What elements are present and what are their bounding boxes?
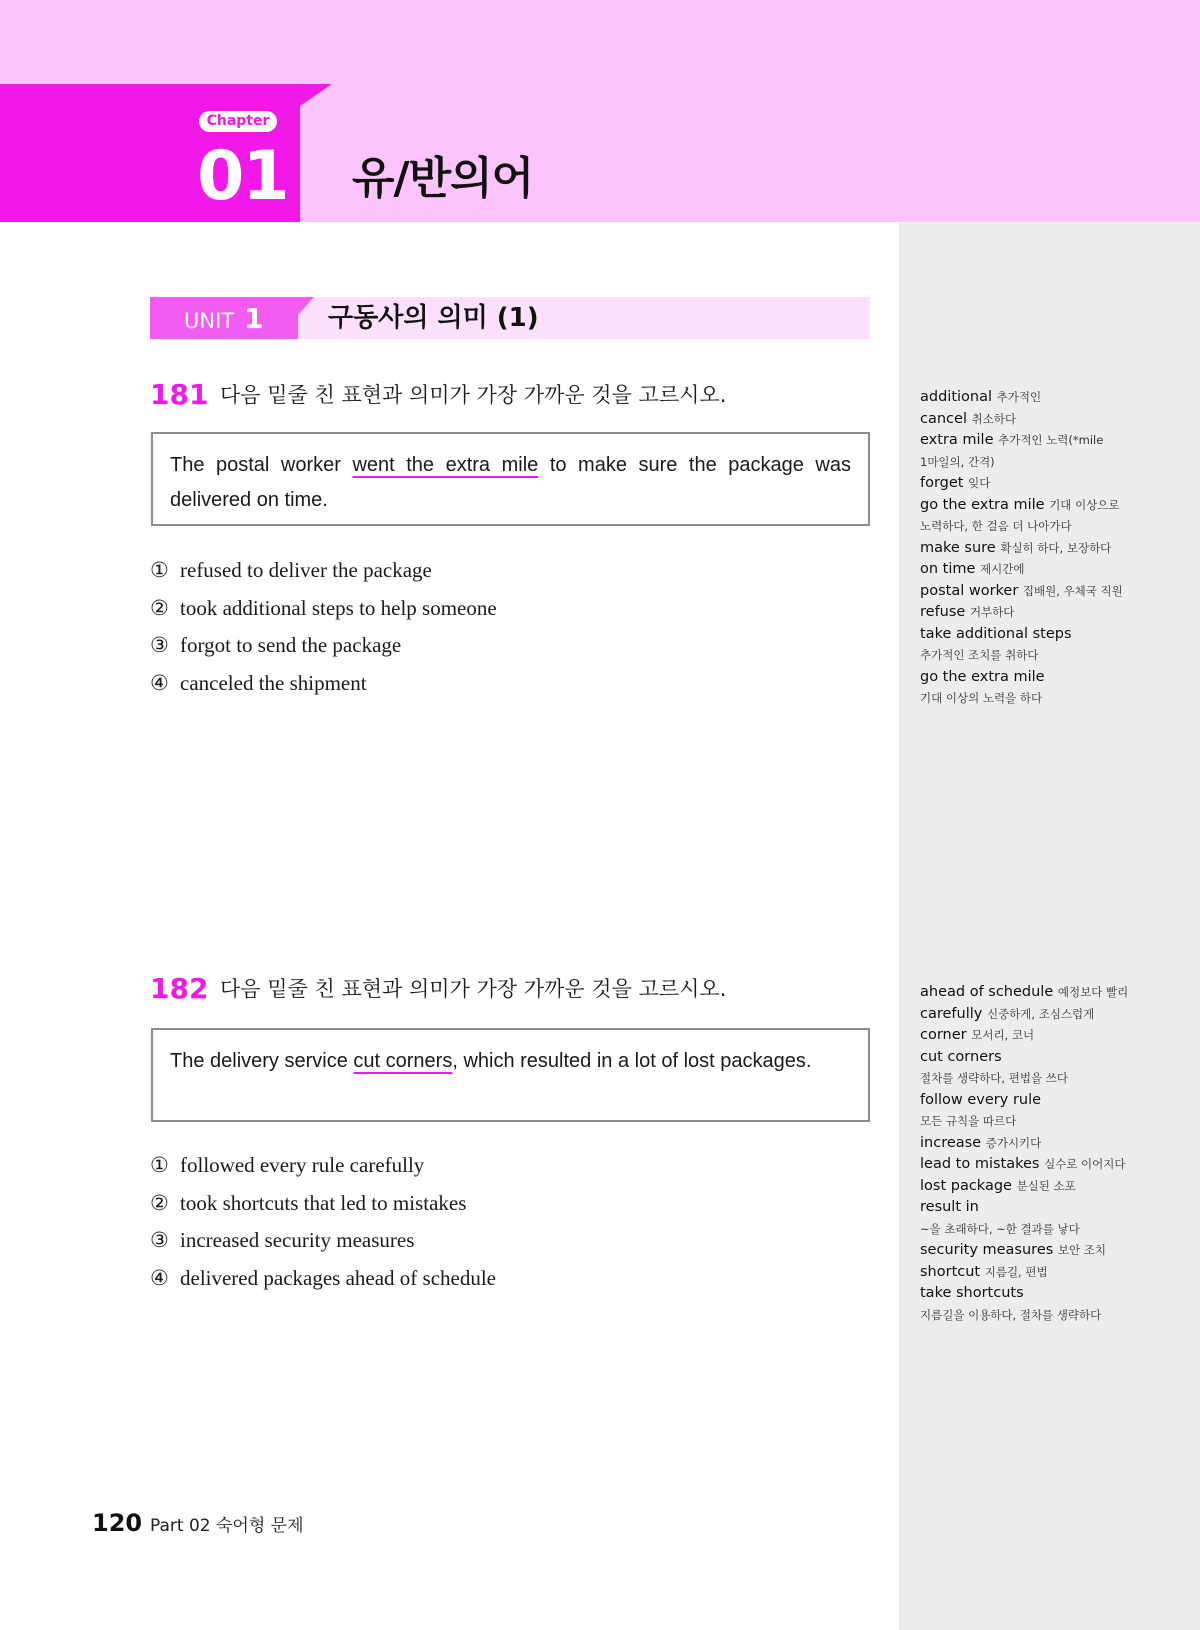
vocab-term: ahead of schedule [920, 984, 1054, 1000]
vocab-meaning: 지름길을 이용하다, 절차를 생략하다 [920, 1307, 1102, 1322]
vocab-meaning: 제시간에 [980, 562, 1025, 576]
unit-label [184, 302, 264, 338]
vocab-entry [920, 409, 1182, 431]
vocab-entry [920, 1047, 1182, 1069]
vocab-meaning-cont [920, 1305, 1182, 1327]
vocab-meaning-cont [920, 1111, 1182, 1133]
vocab-term: postal worker [920, 582, 1019, 599]
question-prompt: 다음 밑줄 친 표현과 의미가 가장 가까운 것을 고르시오. [220, 977, 727, 1001]
vocab-meaning: 기대 이상의 노력을 하다 [920, 691, 1043, 705]
option-number: ③ [150, 1228, 169, 1252]
question-sentence-box [151, 432, 870, 526]
vocab-term: shortcut [920, 1263, 981, 1280]
option-number: ② [150, 595, 169, 620]
question-number: 181 [150, 378, 209, 411]
unit-number: 1 [244, 302, 264, 335]
question-sentence-box [151, 1028, 870, 1122]
option-number: ③ [150, 633, 169, 657]
vocab-meaning: 취소하다 [971, 411, 1017, 426]
vocab-meaning: 추가적인 [996, 390, 1042, 404]
vocab-meaning: 노력하다, 한 걸음 더 나아가다 [920, 519, 1072, 533]
answer-option[interactable] [150, 552, 850, 590]
vocab-meaning-cont [920, 688, 1182, 710]
vocab-entry [920, 1133, 1182, 1155]
vocab-term: lead to mistakes [920, 1156, 1040, 1172]
underlined-expression: cut corners [353, 1050, 453, 1072]
vocab-meaning-cont [920, 516, 1182, 538]
vocab-term: additional [920, 389, 993, 405]
vocab-meaning: 잊다 [968, 476, 991, 490]
sentence-text: , which resulted in a lot of lost packages. [452, 1050, 812, 1072]
option-text: followed every rule carefully [180, 1153, 425, 1177]
vocab-entry [920, 982, 1182, 1004]
vocab-term: cancel [920, 410, 967, 427]
vocab-entry [920, 387, 1182, 409]
question-prompt: 다음 밑줄 친 표현과 의미가 가장 가까운 것을 고르시오. [220, 383, 727, 407]
vocab-meaning-cont [920, 1068, 1182, 1090]
answer-option[interactable] [150, 665, 850, 703]
vocab-entry [920, 1154, 1182, 1176]
answer-options [150, 552, 850, 702]
vocab-term: make sure [920, 539, 996, 556]
option-number: ② [150, 1190, 169, 1215]
option-text: delivered packages ahead of schedule [180, 1265, 497, 1290]
answer-options [150, 1147, 850, 1297]
vocab-term: go the extra mile [920, 668, 1045, 685]
answer-option[interactable] [150, 1222, 850, 1260]
vocab-meaning: 보안 조치 [1057, 1243, 1106, 1257]
unit-label-text: UNIT [184, 309, 235, 333]
chapter-number: 01 [197, 137, 288, 216]
vocab-meaning: 확실히 하다, 보장하다 [1000, 540, 1112, 555]
vocab-entry [920, 1262, 1182, 1284]
vocab-term: lost package [920, 1177, 1012, 1194]
answer-option[interactable] [150, 1185, 850, 1223]
vocab-entry [920, 602, 1182, 624]
vocab-entry [920, 1090, 1182, 1112]
vocab-meaning-cont [920, 1219, 1182, 1241]
sentence-text: to make sure the package was delivered on time. [170, 454, 851, 511]
vocab-entry [920, 1176, 1182, 1198]
vocab-entry [920, 624, 1182, 646]
option-text: canceled the shipment [180, 670, 367, 695]
vocab-meaning: 집배원, 우체국 직원 [1022, 583, 1123, 598]
vocab-meaning: ~을 초래하다, ~한 결과를 낳다 [920, 1221, 1080, 1236]
vocab-term: take shortcuts [920, 1285, 1024, 1301]
vocab-meaning: 거부하다 [969, 605, 1015, 619]
option-number: ① [150, 1153, 169, 1177]
vocab-meaning: 신중하게, 조심스럽게 [986, 1006, 1095, 1021]
answer-option[interactable] [150, 627, 850, 665]
page-number: 120 [92, 1509, 143, 1537]
vocab-term: security measures [920, 1242, 1054, 1258]
question-number: 182 [150, 972, 209, 1005]
vocab-term: cut corners [920, 1048, 1002, 1065]
unit-title: 구동사의 의미 (1) [328, 303, 539, 333]
vocab-entry [920, 1004, 1182, 1026]
vocab-entry [920, 559, 1182, 581]
unit-tag-notch [298, 297, 314, 315]
vocab-term: corner [920, 1027, 967, 1043]
vocabulary-list [920, 387, 1182, 710]
vocab-meaning: 예정보다 빨리 [1057, 985, 1129, 999]
answer-option[interactable] [150, 590, 850, 628]
chapter-block-notch [300, 84, 332, 106]
vocab-entry [920, 1240, 1182, 1262]
vocab-meaning: 추가적인 조치를 취하다 [920, 648, 1039, 662]
vocab-meaning: 지름길, 편법 [984, 1264, 1048, 1279]
underlined-expression: went the extra mile [352, 454, 539, 476]
option-text: increased security measures [180, 1228, 415, 1252]
vocab-entry [920, 1025, 1182, 1047]
vocab-entry [920, 667, 1182, 689]
sentence-text: The postal worker [170, 454, 353, 476]
answer-option[interactable] [150, 1260, 850, 1298]
vocab-term: take additional steps [920, 625, 1072, 642]
part-label: Part 02 숙어형 문제 [150, 1516, 304, 1536]
option-text: took shortcuts that led to mistakes [180, 1190, 467, 1215]
vocab-entry [920, 1197, 1182, 1219]
vocab-entry [920, 1283, 1182, 1305]
vocab-term: carefully [920, 1005, 983, 1022]
vocab-meaning: 증가시키다 [985, 1135, 1042, 1150]
vocab-meaning: 추가적인 노력(*mile [998, 433, 1104, 447]
vocab-term: follow every rule [920, 1091, 1042, 1108]
chapter-label: Chapter [199, 111, 277, 132]
option-text: forgot to send the package [180, 633, 402, 657]
vocab-entry [920, 495, 1182, 517]
vocab-entry [920, 581, 1182, 603]
vocab-term: on time [920, 561, 976, 577]
vocab-meaning: 1마일의, 간격) [920, 454, 995, 469]
vocab-meaning-cont [920, 452, 1182, 474]
vocab-meaning-cont [920, 645, 1182, 667]
option-number: ④ [150, 1265, 169, 1290]
vocab-meaning: 기대 이상으로 [1049, 497, 1120, 512]
vocab-term: result in [920, 1199, 979, 1215]
vocab-meaning: 절차를 생략하다, 편법을 쓰다 [920, 1071, 1068, 1085]
option-text: refused to deliver the package [180, 558, 432, 582]
vocab-meaning: 실수로 이어지다 [1044, 1157, 1126, 1171]
vocab-term: refuse [920, 604, 966, 620]
vocab-entry [920, 473, 1182, 495]
vocab-entry [920, 538, 1182, 560]
vocab-term: go the extra mile [920, 496, 1045, 513]
vocab-term: extra mile [920, 432, 994, 448]
option-number: ① [150, 558, 169, 582]
vocabulary-list [920, 982, 1182, 1326]
chapter-title: 유/반의어 [352, 153, 534, 204]
vocab-meaning: 분실된 소포 [1016, 1178, 1076, 1193]
answer-option[interactable] [150, 1147, 850, 1185]
vocab-meaning: 모든 규칙을 따르다 [920, 1114, 1017, 1128]
sentence-text: The delivery service [170, 1050, 354, 1072]
vocab-entry [920, 430, 1182, 452]
vocab-term: increase [920, 1134, 982, 1151]
vocab-meaning: 모서리, 코너 [971, 1028, 1035, 1042]
vocab-term: forget [920, 475, 964, 491]
option-text: took additional steps to help someone [180, 595, 497, 620]
option-number: ④ [150, 670, 169, 695]
